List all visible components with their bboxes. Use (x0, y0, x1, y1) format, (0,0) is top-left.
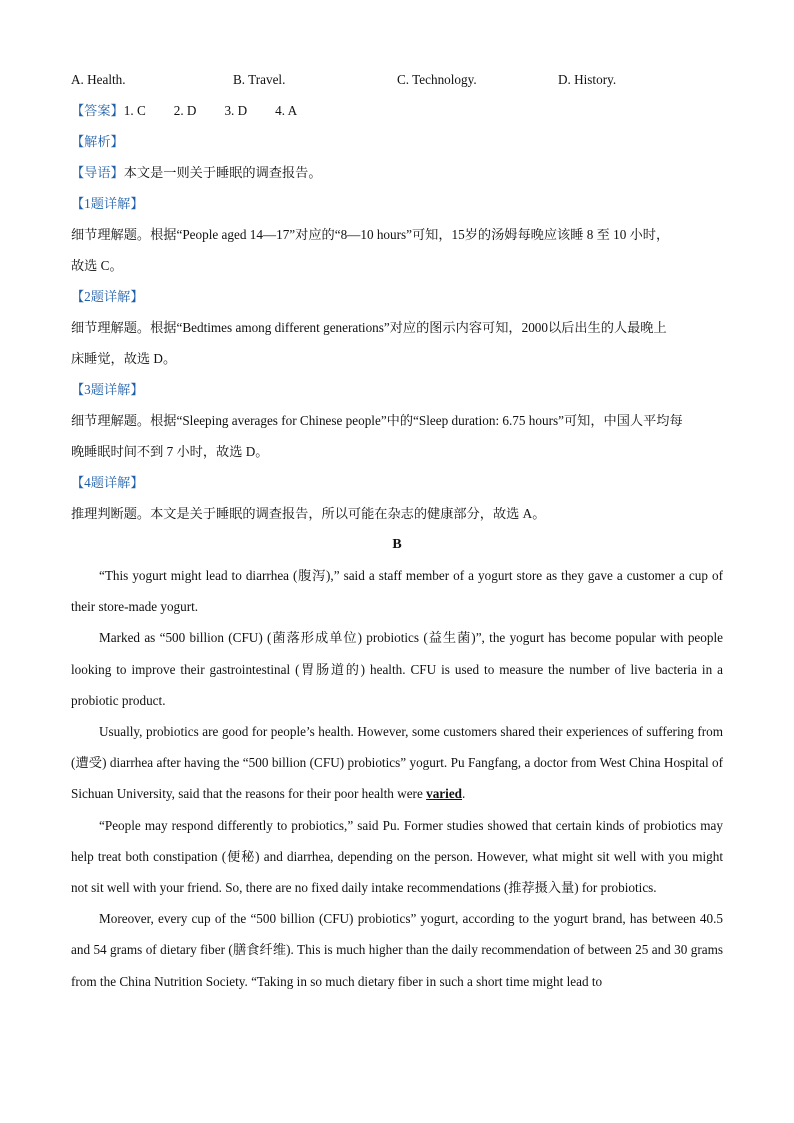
analysis-tag: 【解析】 (71, 134, 124, 149)
passage-title: B (392, 537, 402, 552)
paragraph-3-end: . (462, 786, 466, 802)
paragraph-3-text: Usually, probiotics are good for people’s health. However, some customers shared their experiences of suffering from (遭受) diarrhea after having the “500 billion (CFU) probiotics” yogurt. Pu Fangfang, a doctor from West China Hospital of Sichuan University, said that the reasons for their poor health were (71, 724, 723, 802)
passage-paragraph-4: “People may respond differently to probiotics,” said Pu. Former studies showed that certain kinds of probiotics may help treat both constipation (便秘) and diarrhea, depending on the person. However, what might sit well with you might not sit well with your friend. So, there are no fixed daily intake recommendations (推荐摄入量) for probiotics. (71, 817, 723, 896)
answers-tag: 【答案】 (71, 103, 124, 118)
passage-paragraph-3 (71, 716, 723, 810)
document-page (71, 64, 723, 997)
option-a: A. Health. (71, 72, 126, 87)
guide-text: 本文是一则关于睡眠的调查报告。 (123, 165, 322, 180)
detail-3-heading: 【3题详解】 (71, 382, 144, 397)
option-b: B. Travel. (233, 72, 286, 87)
answer-2: 2. D (173, 103, 197, 118)
underlined-word: varied (426, 786, 463, 802)
guide-line (71, 157, 723, 188)
passage-paragraph-5: Moreover, every cup of the “500 billion (CFU) probiotics” yogurt, according to the yogurt brand, has between 40.5 and 54 grams of dietary fiber (膳食纤维). This is much higher than the daily recommendation of between 25 and 30 grams from the China Nutrition Society. “Taking in so much dietary fiber in such a short time might lead to (71, 911, 723, 989)
detail-3-line-2: 晚睡眠时间不到 7 小时，故选 D。 (71, 444, 269, 459)
guide-tag: 【导语】 (71, 165, 124, 180)
detail-1-line-1: 细节理解题。根据“People aged 14—17”对应的“8—10 hours”可知，15岁的汤姆每晚应该睡 8 至 10 小时， (71, 227, 670, 242)
detail-2-line-2: 床睡觉，故选 D。 (71, 351, 177, 366)
passage-paragraph-2: Marked as “500 billion (CFU) (菌落形成单位) probiotics (益生菌)”, the yogurt has become popular with people looking to improve their gastrointestinal (胃肠道的) health. CFU is used to measure the number of live bacteria in a probiotic product. (71, 630, 723, 708)
detail-4-heading: 【4题详解】 (71, 475, 144, 490)
answer-3: 3. D (224, 103, 248, 118)
detail-1-heading: 【1题详解】 (71, 196, 144, 211)
option-c: C. Technology. (397, 72, 477, 87)
detail-4-line-1: 推理判断题。本文是关于睡眠的调查报告，所以可能在杂志的健康部分，故选 A。 (71, 506, 546, 521)
answers-line (71, 95, 723, 126)
option-d: D. History. (558, 72, 617, 87)
answer-4: 4. A (275, 103, 298, 118)
answer-1: 1. C (123, 103, 146, 118)
detail-3-line-1: 细节理解题。根据“Sleeping averages for Chinese people”中的“Sleep duration: 6.75 hours”可知，中国人平均每 (71, 413, 683, 428)
detail-2-heading: 【2题详解】 (71, 289, 144, 304)
detail-1-line-2: 故选 C。 (71, 258, 123, 273)
passage-paragraph-1: “This yogurt might lead to diarrhea (腹泻),” said a staff member of a yogurt store as they gave a customer a cup of their store-made yogurt. (71, 568, 723, 615)
answer-options (71, 64, 723, 95)
detail-2-line-1: 细节理解题。根据“Bedtimes among different generations”对应的图示内容可知，2000以后出生的人最晚上 (71, 320, 667, 335)
